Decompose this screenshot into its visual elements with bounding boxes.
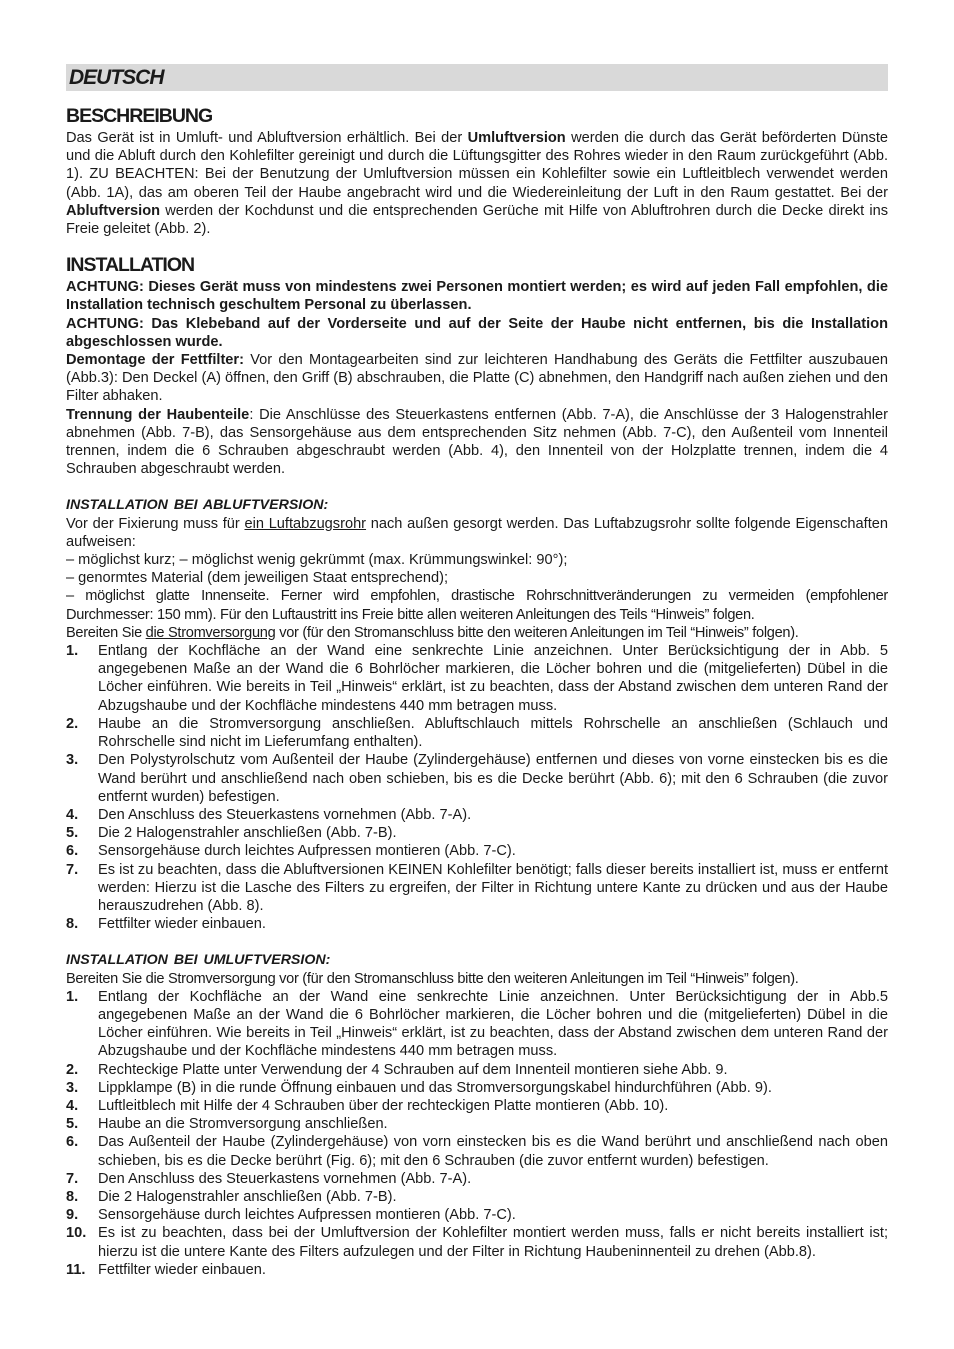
step-text: Fettfilter wieder einbauen.	[98, 1261, 266, 1278]
beschreibung-paragraph	[66, 129, 888, 238]
umluft-step	[66, 1261, 888, 1279]
warning-2-text: ACHTUNG: Das Klebeband auf der Vorderseite und auf der Seite der Haube nicht entfernen, bis die Installation abgeschlossen wurde.	[66, 315, 888, 350]
abluft-step	[66, 642, 888, 715]
umluft-step	[66, 1115, 888, 1133]
installation-heading: INSTALLATION	[66, 254, 195, 277]
step-text: Sensorgehäuse durch leichtes Aufpressen montieren (Abb. 7-C).	[98, 843, 516, 860]
step-number: 4.	[66, 806, 79, 823]
beschreibung-heading: BESCHREIBUNG	[66, 105, 213, 127]
step-number: 6.	[66, 1134, 79, 1151]
step-number: 2.	[66, 715, 79, 732]
abluft-bullet-3: – möglichst glatte Innenseite. Ferner wird empfohlen, drastische Rohrschnittveränderungen zu vermeiden (empfohlener Durchmesser: 150 mm). Für den Luftaustritt ins Freie bitte allen weiteren Anleitungen des Teils “Hinweis” folgen.	[66, 588, 888, 623]
text-run: : Die Anschlüsse des Steuerkastens entfernen (Abb. 7-A), die Anschlüsse der 3 Halogenstrahler abnehmen (Abb. 7-B), das Sensorgehäuse aus dem entsprechenden Sitz nehmen (Abb. 7-C), den Außenteil vom Innenteil trennen, indem die 6 Schrauben abgeschraubt werden (Abb. 4), den Innenteil von der Holzplatte trennen, indem die 4 Schrauben abgeschraubt werden.	[66, 406, 888, 478]
trennung-label: Trennung der Haubenteile	[66, 406, 250, 423]
step-text: Fettfilter wieder einbauen.	[98, 916, 266, 933]
step-text: Sensorgehäuse durch leichtes Aufpressen montieren (Abb. 7-C).	[98, 1207, 516, 1224]
step-number: 3.	[66, 1079, 79, 1096]
step-number: 5.	[66, 1116, 79, 1133]
abluft-bullet-1: – möglichst kurz; – möglichst wenig gekrümmt (max. Krümmungswinkel: 90°);	[66, 552, 568, 569]
umluft-heading: INSTALLATION BEI UMLUFTVERSION:	[66, 952, 331, 969]
abluft-strom	[66, 624, 888, 642]
step-text: Entlang der Kochfläche an der Wand eine senkrechte Linie anzeichnen. Unter Berücksichtigung der in Abb.5 angegebenen Maße an der Wand die 6 Bohrlöcher markieren, die Löcher bohren und die (mitgelieferten) Dübel in die Löcher einführen. Wie bereits in Teil „Hinweis“ erklärt, ist zu beachten, dass der Abstand zwischen dem unteren Rand der Abzugshaube und der Kochfläche mindestens 440 mm betragen muss.	[98, 988, 888, 1060]
step-number: 7.	[66, 861, 79, 878]
abluft-intro	[66, 515, 888, 551]
abluft-heading: INSTALLATION BEI ABLUFTVERSION:	[66, 497, 329, 514]
umluft-step	[66, 1133, 888, 1169]
umluft-step	[66, 988, 888, 1061]
text-run: Das Gerät ist in Umluft- und Abluftversion erhältlich. Bei der	[66, 130, 468, 146]
umluft-step	[66, 1188, 888, 1206]
umluft-step	[66, 1097, 888, 1115]
abluft-step	[66, 751, 888, 806]
step-text: Das Außenteil der Haube (Zylindergehäuse) von vorn einstecken bis es die Wand berührt und anschließend nach oben schieben, bis es die Decke berührt (Fig. 6); mit den 6 Schrauben (die zuvor entfernt wurden) befestigen.	[98, 1134, 888, 1169]
step-number: 2.	[66, 1061, 79, 1078]
warning-1-text: ACHTUNG: Dieses Gerät muss von mindestens zwei Personen montiert werden; es wird auf jeden Fall empfohlen, die Installation technisch geschultem Personal zu überlassen.	[66, 279, 888, 314]
text-run: vor (für den Stromanschluss bitte den weiteren Anleitungen im Teil “Hinweis” folgen).	[275, 624, 799, 641]
demontage-label: Demontage der Fettfilter:	[66, 352, 244, 369]
warning-1	[66, 278, 888, 314]
step-text: Die 2 Halogenstrahler anschließen (Abb. 7-B).	[98, 1188, 397, 1205]
umluft-intro: Bereiten Sie die Stromversorgung vor (für den Stromanschluss bitte den weiteren Anleitungen im Teil “Hinweis” folgen).	[66, 970, 799, 987]
bold-term-abluftversion: Abluftversion	[66, 202, 161, 219]
step-text: Haube an die Stromversorgung anschließen. Abluftschlauch mittels Rohrschelle an anschließen (Schlauch und Rohrschelle sind nicht im Lieferumfang enthalten).	[98, 715, 888, 751]
step-text: Den Anschluss des Steuerkastens vornehmen (Abb. 7-A).	[98, 806, 472, 823]
text-run: nach außen gesorgt werden. Das Luftabzugsrohr sollte folgende Eigenschaften aufweisen:	[66, 515, 888, 550]
umluft-step	[66, 1079, 888, 1097]
step-number: 1.	[66, 643, 79, 660]
step-number: 10.	[66, 1225, 87, 1242]
abluft-bullet-2: – genormtes Material (dem jeweiligen Staat entsprechend);	[66, 570, 449, 587]
step-text: Entlang der Kochfläche an der Wand eine senkrechte Linie anzeichnen. Unter Berücksichtigung der in Abb. 5 angegebenen Maße an der Wand die 6 Bohrlöcher markieren, die Löcher bohren und die (mitgelieferten) Dübel in die Löcher einführen. Wie bereits in Teil „Hinweis“ erklärt, ist zu beachten, dass der Abstand zwischen dem unteren Rand der Abzugshaube und der Kochfläche mindestens 440 mm betragen muss.	[98, 643, 888, 714]
underlined-term: ein Luftabzugsrohr	[244, 515, 367, 532]
step-text: Es ist zu beachten, dass die Abluftversionen KEINEN Kohlefilter benötigt; falls dieser bereits installiert ist, muss er entfernt werden: Hierzu ist die Lasche des Filters zu ergreifen, der Filter in Richtung untere Kante zu drücken und aus der Haube herauszudrehen (Abb. 8).	[98, 861, 888, 914]
step-text: Den Polystyrolschutz vom Außenteil der Haube (Zylindergehäuse) entfernen und dieses von vorne einstecken bis es die Wand berührt und anschließend nach oben schieben, bis es die Decke berührt (Abb. 6); mit den 6 Schrauben (die zuvor entfernt wurden) befestigen.	[98, 752, 888, 805]
trennung-paragraph	[66, 406, 888, 479]
umluft-steps-list	[66, 988, 888, 1279]
step-text: Die 2 Halogenstrahler anschließen (Abb. 7-B).	[98, 825, 397, 842]
step-text: Haube an die Stromversorgung anschließen.	[98, 1116, 388, 1133]
abluft-step	[66, 806, 888, 824]
step-text: Den Anschluss des Steuerkastens vornehmen (Abb. 7-A).	[98, 1170, 472, 1187]
abluft-steps-list	[66, 642, 888, 933]
umluft-step	[66, 1224, 888, 1260]
abluft-step	[66, 715, 888, 751]
step-number: 9.	[66, 1207, 79, 1224]
step-number: 7.	[66, 1170, 79, 1187]
warning-2	[66, 315, 888, 351]
text-run: werden der Kochdunst und die entsprechenden Gerüche mit Hilfe von Abluftrohren durch die Decke direkt ins Freie geleitet (Abb. 2).	[66, 202, 888, 238]
language-header-bar	[66, 64, 888, 91]
umluft-step	[66, 1170, 888, 1188]
demontage-paragraph	[66, 351, 888, 406]
step-number: 6.	[66, 843, 79, 860]
step-number: 1.	[66, 988, 79, 1005]
step-number: 3.	[66, 752, 79, 769]
step-number: 5.	[66, 825, 79, 842]
abluft-step	[66, 824, 888, 842]
step-number: 11.	[66, 1261, 86, 1278]
language-header: DEUTSCH	[69, 66, 164, 89]
underlined-term: die Stromversorgung	[145, 624, 276, 641]
step-text: Es ist zu beachten, dass bei der Umluftversion der Kohlefilter montiert werden muss, falls er nicht bereits installiert ist; hierzu ist die untere Kante des Filters aufzulegen und der Filter in Richtung Haubeninnenteil zu drehen (Abb.8).	[98, 1225, 888, 1260]
step-number: 8.	[66, 1188, 79, 1205]
text-run: Vor der Fixierung muss für	[66, 515, 245, 532]
bold-term-umluftversion: Umluftversion	[467, 130, 566, 146]
step-number: 8.	[66, 916, 79, 933]
text-run: Bereiten Sie	[66, 624, 146, 641]
document-page	[66, 64, 888, 1279]
text-run: Vor den Montagearbeiten sind zur leichteren Handhabung des Geräts die Fettfilter auszubauen (Abb.3): Den Deckel (A) öffnen, den Griff (B) abschrauben, die Platte (C) abnehmen, den Handgriff nach außen ziehen und den Filter abhaken.	[66, 352, 888, 405]
umluft-step	[66, 1206, 888, 1224]
text-run: werden die durch das Gerät beförderten Dünste und die Abluft durch den Kohlefilter gereinigt und durch die Lüftungsgitter des Rohres wieder in den Raum zurückgeführt (Abb. 1). ZU BEACHTEN: Bei der Benutzung der Umluftversion müssen ein Kohlefilter sowie ein Luftleitblech verwendet werden (Abb. 1A), das am oberen Teil der Haube angebracht wird und die Wiedereinleitung der Luft in den Raum gestattet. Bei der	[66, 130, 888, 201]
abluft-step	[66, 861, 888, 916]
abluft-step	[66, 842, 888, 860]
step-number: 4.	[66, 1097, 79, 1114]
step-text: Lippklampe (B) in die runde Öffnung einbauen und das Stromversorgungskabel hindurchführen (Abb. 9).	[98, 1079, 772, 1096]
abluft-step	[66, 915, 888, 933]
umluft-step	[66, 1061, 888, 1079]
step-text: Luftleitblech mit Hilfe der 4 Schrauben über der rechteckigen Platte montieren (Abb. 10).	[98, 1097, 669, 1114]
step-text: Rechteckige Platte unter Verwendung der 4 Schrauben auf dem Innenteil montieren siehe Abb. 9.	[98, 1061, 728, 1078]
